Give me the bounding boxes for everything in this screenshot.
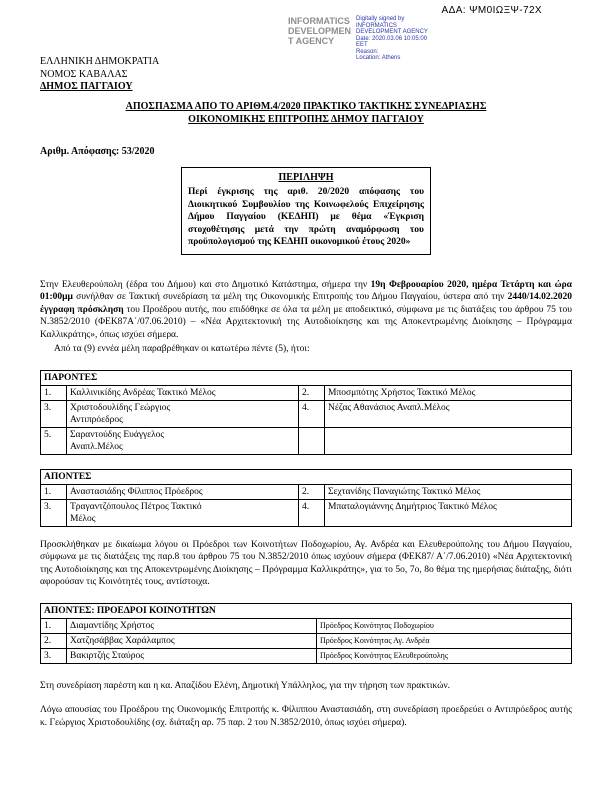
signature-detail-line: EET [356, 42, 368, 48]
text-segment: συνήλθαν σε Τακτική συνεδρίαση τα μέλη της Οικονομικής Επιτροπής του Δήμου Παγγαίου, ύστερα από την [72, 292, 508, 302]
cell-president-name: Διαμαντίδης Χρήστος [67, 618, 317, 633]
cell-number: 4. [299, 400, 325, 427]
signature-detail-line: Reason: [356, 48, 379, 55]
summary-box [181, 167, 431, 255]
cell-number: 2. [299, 385, 325, 400]
cell-number: 2. [299, 484, 325, 499]
cell-number: 2. [41, 633, 67, 648]
cell-number: 1. [41, 385, 67, 400]
absent-members-table [40, 469, 572, 527]
paragraph-attendance: Από τα (9) εννέα μέλη παραβρέθηκαν οι κατωτέρω πέντε (5), ήτοι: [54, 344, 310, 354]
cell-member: Μποσμπότης Χρήστος Τακτικό Μέλος [325, 385, 572, 400]
cell-president-name: Χατζησάββας Χαράλαμπος [67, 633, 317, 648]
stamp-agency-line: DEVELOPMEN [288, 26, 352, 36]
signer-agency-name [288, 16, 351, 62]
table-header-cell: ΑΠΟΝΤΕΣ [41, 469, 572, 484]
text-segment: Στην Ελευθερούπολη (έδρα του Δήμου) και στο Δημοτικό Κατάστημα, σήμερα την [40, 279, 371, 290]
table-header-cell: ΑΠΟΝΤΕΣ: ΠΡΟΕΔΡΟΙ ΚΟΙΝΟΤΗΤΩΝ [41, 603, 572, 618]
stamp-agency-line: T AGENCY [288, 36, 335, 46]
table-row [41, 400, 572, 427]
cell-member: Καλλινικίδης Ανδρέας Τακτικό Μέλος [67, 385, 299, 400]
summary-title: ΠΕΡΙΛΗΨΗ [278, 172, 334, 183]
table-row [41, 618, 572, 633]
ada-code: ΑΔΑ: ΨΜ0ΙΩΞΨ-72Χ [441, 5, 542, 16]
present-members-table [40, 370, 572, 455]
letterhead-municipality: ΔΗΜΟΣ ΠΑΓΓΑΙΟΥ [40, 81, 133, 92]
cell-president-name: Βακιρτζής Σταύρος [67, 648, 317, 663]
table-row [41, 633, 572, 648]
cell-member: Σεχτανίδης Παναγιώτης Τακτικό Μέλος [325, 484, 572, 499]
text-segment-bold: 19η Φεβρουαρίου 2020, ημέρα Τετάρτη και ώρα 01:00μμ [40, 279, 572, 302]
signature-detail-line: DEVELOPMENT AGENCY [356, 29, 428, 35]
document-body [40, 100, 572, 729]
table-row [41, 427, 572, 454]
table-row [41, 385, 572, 400]
document-title-line2: ΟΙΚΟΝΟΜΙΚΗΣ ΕΠΙΤΡΟΠΗΣ ΔΗΜΟΥ ΠΑΓΓΑΙΟΥ [188, 114, 424, 125]
document-title [40, 100, 572, 126]
cell-member: Νέζας Αθανάσιος Αναπλ.Μέλος [325, 400, 572, 427]
cell-member [325, 427, 572, 454]
table-header-row [41, 469, 572, 484]
cell-member: Αναστασιάδης Φίλιππος Πρόεδρος [67, 484, 299, 499]
cell-number: 5. [41, 427, 67, 454]
cell-number [299, 427, 325, 454]
stamp-agency-line: INFORMATICS [288, 16, 350, 26]
letterhead-prefecture: ΝΟΜΟΣ ΚΑΒΑΛΑΣ [40, 68, 128, 80]
paragraph-invited-presidents: Προσκλήθηκαν με δικαίωμα λόγου οι Πρόεδροι των Κοινοτήτων Ποδοχωρίου, Αγ. Ανδρέα και Ελευθερούπολης του Δήμου Παγγαίου, σύμφωνα με τις διατάξεις της παρ.8 του άρθρου 75 του Ν.3852/2010 όπως ισχύουν σήμερα (ΦΕΚ87/ Α΄/7.06.2010) «Νέα Αρχιτεκτονική της Αυτοδιοίκησης και της Αποκεντρωμένης Διοίκησης – Πρόγραμμα Καλλικράτης», για το 5ο, 7ο, 8ο θέμα της ημερήσιας διάταξης, διότι αφορούσαν τις Κοινότητές τους, αντίστοιχα. [40, 539, 572, 587]
cell-number: 4. [299, 499, 325, 526]
signature-detail-line: Location: Athens [356, 55, 401, 61]
letterhead-country: ΕΛΛΗΝΙΚΗ ΔΗΜΟΚΡΑΤΙΑ [40, 56, 160, 67]
table-row [41, 648, 572, 663]
cell-member: Τραγαντζόπουλος Πέτρος Τακτικό Μέλος [67, 499, 299, 526]
summary-body: Περί έγκρισης της αριθ. 20/2020 απόφασης του Διοικητικού Συμβουλίου της Κοινωφελούς Επιχείρησης Δήμου Παγγαίου (ΚΕΔΗΠ) με θέμα «Έγκριση στοχοθέτησης μετά την πρώτη αναμόρφωση του προϋπολογισμού της ΚΕΔΗΠ οικονομικού έτους 2020» [188, 187, 424, 247]
digital-signature-stamp [288, 16, 428, 62]
decision-number: Αριθμ. Απόφασης: 53/2020 [40, 146, 155, 157]
cell-member: Μπαταλογιάννης Δημήτριος Τακτικό Μέλος [325, 499, 572, 526]
table-header-cell: ΠΑΡΟΝΤΕΣ [41, 370, 572, 385]
cell-member: Χριστοδουλίδης Γεώργιος Αντιπρόεδρος [67, 400, 299, 427]
cell-number: 3. [41, 499, 67, 526]
cell-number: 3. [41, 400, 67, 427]
table-row [41, 484, 572, 499]
cell-member: Σαραντούδης Ευάγγελος Αναπλ.Μέλος [67, 427, 299, 454]
text-segment: του Προέδρου αυτής, που επιδόθηκε σε όλα τα μέλη με αποδεικτικό, σύμφωνα με τις διατάξεις του άρθρου 75 του Ν.3852/2010 (ΦΕΚ87Α΄/07.06.2010) – «Νέα Αρχιτεκτονική της Αυτοδιοίκησης και της Αποκεντρωμένης Διοίκησης – Πρόγραμμα Καλλικράτης», όπως ισχύει σήμερα. [40, 304, 572, 340]
cell-number: 1. [41, 618, 67, 633]
signature-detail-line: INFORMATICS [356, 22, 397, 29]
letterhead [40, 56, 159, 94]
cell-president-role: Πρόεδρος Κοινότητας Ποδοχωρίου [317, 618, 572, 633]
cell-number: 1. [41, 484, 67, 499]
paragraph-session-intro [40, 279, 572, 342]
paragraph-presiding-member: Λόγω απουσίας του Προέδρου της Οικονομικής Επιτροπής κ. Φίλιππου Αναστασιάδη, στη συνεδρίαση προεδρεύει ο Αντιπρόεδρος αυτής κ. Γεώργιος Χριστοδουλίδης (σχ. διάταξη αρ. 75 παρ. 2 του Ν.3852/2010, όπως ισχύει σήμερα). [40, 705, 572, 728]
signature-detail-line: Digitally signed by [356, 16, 405, 22]
paragraph-secretary: Στη συνεδρίαση παρέστη και η κα. Απαζίδου Ελένη, Δημοτική Υπάλληλος, για την τήρηση των πρακτικών. [40, 680, 451, 691]
text-segment-bold: 2440/14.02.2020 έγγραφη πρόσκληση [40, 292, 572, 315]
signature-detail-line: Date: 2020.03.06 10:05:00 [356, 35, 428, 42]
cell-president-role: Πρόεδρος Κοινότητας Ελευθερούπολης [317, 648, 572, 663]
table-header-row [41, 603, 572, 618]
cell-number: 3. [41, 648, 67, 663]
signature-details [356, 16, 428, 62]
absent-presidents-table [40, 603, 572, 664]
table-row [41, 499, 572, 526]
table-header-row [41, 370, 572, 385]
document-title-line1: ΑΠΟΣΠΑΣΜΑ ΑΠΟ ΤΟ ΑΡΙΘΜ.4/2020 ΠΡΑΚΤΙΚΟ ΤΑΚΤΙΚΗΣ ΣΥΝΕΔΡΙΑΣΗΣ [125, 101, 487, 112]
cell-president-role: Πρόεδρος Κοινότητας Αγ. Ανδρέα [317, 633, 572, 648]
